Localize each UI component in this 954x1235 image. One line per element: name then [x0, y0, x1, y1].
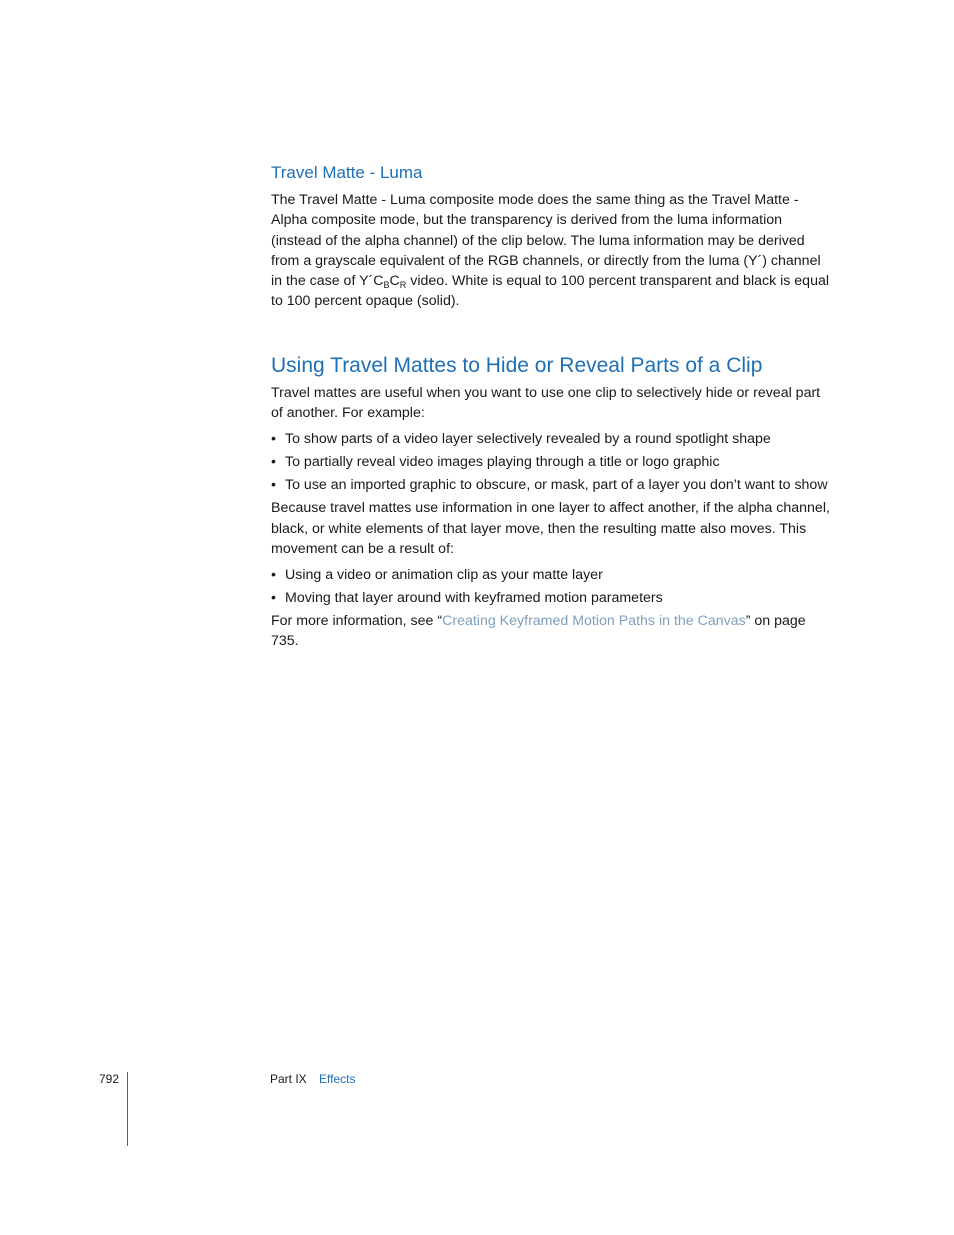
movement-paragraph: Because travel mattes use information in one layer to affect another, if the alpha channel, black, or white elements of that layer move, then the resulting matte also moves. This movement can be a result of:: [271, 500, 830, 557]
bullet-icon: •: [271, 590, 276, 607]
page-content: [271, 162, 831, 652]
keyframed-motion-paths-link[interactable]: Creating Keyframed Motion Paths in the Canvas: [442, 613, 746, 630]
intro-paragraph: Travel mattes are useful when you want to use one clip to selectively hide or reveal part of another. For example:: [271, 384, 821, 422]
bullet-icon: •: [271, 567, 276, 584]
movement-list: [271, 565, 831, 608]
list-item: • To use an imported graphic to obscure, or mask, part of a layer you don’t want to show: [271, 475, 831, 495]
section-using-travel-mattes: [271, 352, 831, 652]
more-info-paragraph: For more information, see “Creating Keyframed Motion Paths in the Canvas” on page 735.: [271, 613, 806, 650]
section-travel-matte-luma: [271, 162, 831, 312]
bullet-icon: •: [271, 477, 276, 494]
footer-divider: [127, 1072, 128, 1146]
page-number: 792: [99, 1072, 120, 1086]
list-item: • Moving that layer around with keyframed motion parameters: [271, 588, 831, 608]
section-heading: Using Travel Mattes to Hide or Reveal Parts of a Clip: [271, 353, 763, 377]
bullet-icon: •: [271, 454, 276, 471]
list-item: • To show parts of a video layer selectively revealed by a round spotlight shape: [271, 429, 831, 449]
list-item: • To partially reveal video images playing through a title or logo graphic: [271, 452, 831, 472]
list-item: • Using a video or animation clip as your matte layer: [271, 565, 831, 585]
examples-list: [271, 429, 831, 495]
luma-description-paragraph: The Travel Matte - Luma composite mode does the same thing as the Travel Matte - Alpha composite mode, but the transparency is derived from the luma information (instead of the alpha channel) of the clip below. The luma information may be derived from a grayscale equivalent of the RGB channels, or directly from the luma (Y´) channel in the case of $Y´C_BC_R$ video. White is equal to 100 percent transparent and black is equal to 100 percent opaque (solid).: [271, 192, 830, 310]
subsection-heading: Travel Matte - Luma: [271, 163, 423, 182]
footer-part-label: Part IX: [270, 1072, 307, 1086]
footer-section-label: Effects: [319, 1072, 356, 1086]
bullet-icon: •: [271, 431, 276, 448]
